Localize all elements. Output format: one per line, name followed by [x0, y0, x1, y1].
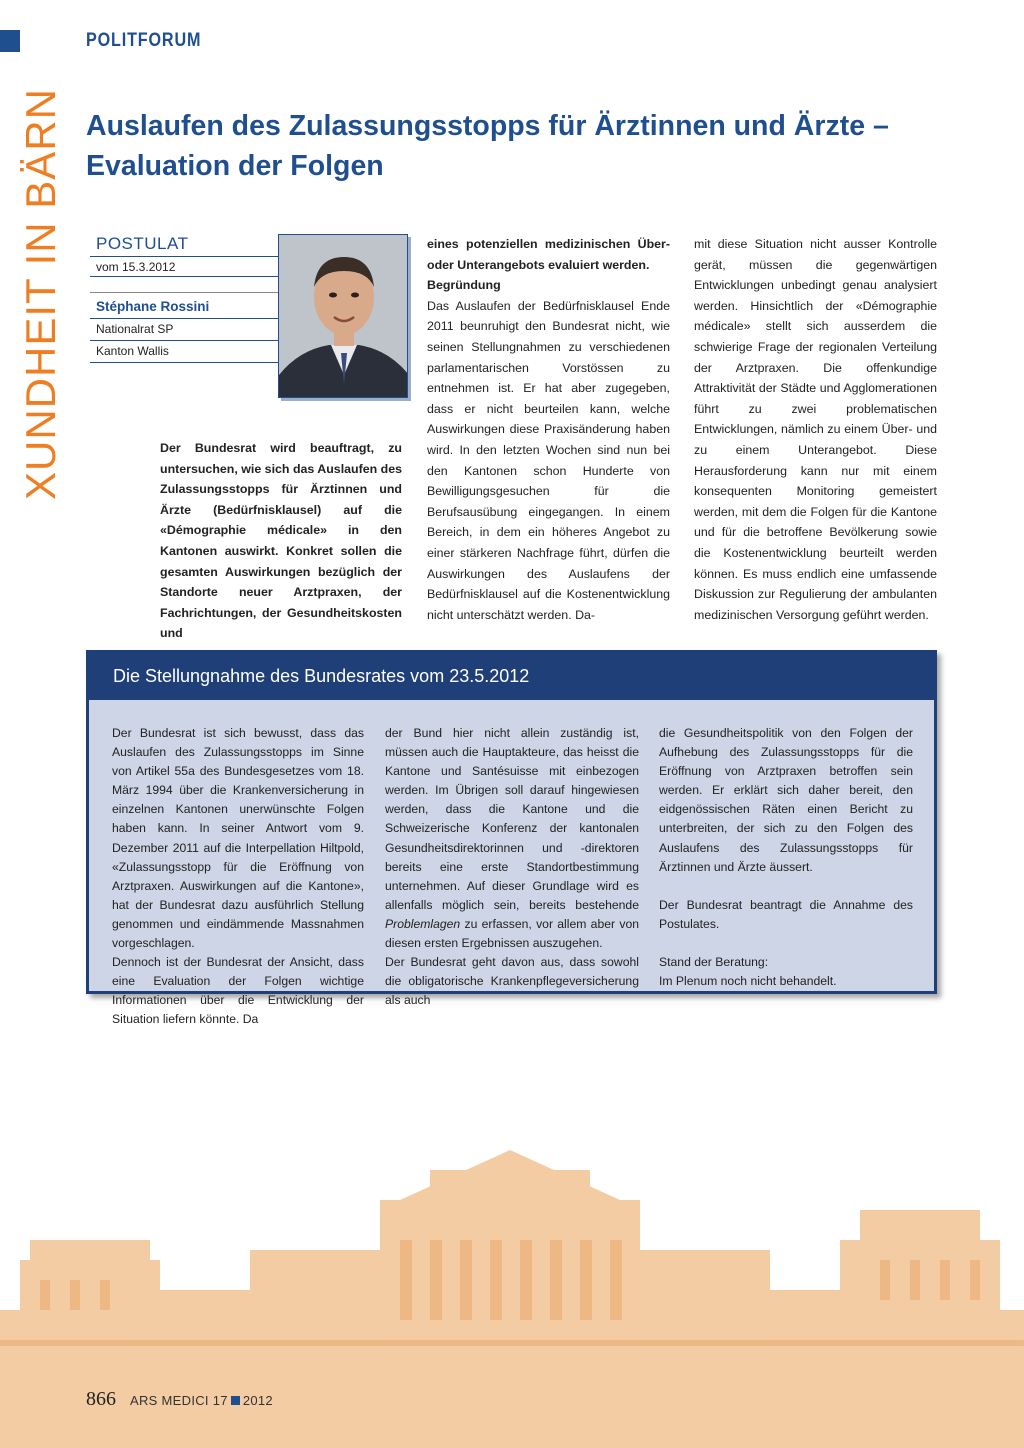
author-portrait [278, 234, 408, 398]
article-title [86, 106, 966, 186]
author-role: Nationalrat SP [90, 319, 280, 341]
journal-name: ARS MEDICI 17 2012 [130, 1393, 273, 1408]
italic-term: Problemlagen [385, 916, 461, 931]
statement-col1-para2: Dennoch ist der Bundesrat der Ansicht, dass eine Evaluation der Folgen wichtige Informationen über die Entwicklung der Situation liefern könnte. Da [112, 955, 364, 1027]
deliberation-status-value: Im Plenum noch nicht behandelt. [659, 974, 837, 989]
statement-col3-para1: die Gesundheitspolitik von den Folgen der Aufhebung des Zulassungsstopps für die Eröffnung von Arztpraxen betroffen sein werden. Er erklärt sich daher bereit, den eidgenössischen Räten einen Bericht zu unterbreiten, der sich zu den Folgen des Auslaufens des Zulassungsstopps für Ärztinnen und Ärzte äussert. [659, 726, 913, 874]
statement-col2-para1: der Bund hier nicht allein zuständig ist, müssen auch die Hauptakteure, das heisst die Kantone und Santésuisse mit einbezogen werden. Im Übrigen soll darauf hingewiesen werden, dass die Kantone und die Schweizerische Konferenz der kantonalen Gesundheitsdirektorinnen und -direktoren bereits eine erste Standortbestimmung unternehmen. Auf dieser Grundlage wird es allenfalls möglich sein, bereits bestehende Problemlagen zu erfassen, vor allem aber von diesen ersten Ergebnissen auszugehen. [385, 726, 640, 951]
article-title-line2: Evaluation der Folgen [86, 150, 384, 182]
section-label: POLITFORUM [86, 30, 202, 51]
article-column-2 [427, 234, 670, 625]
author-photo-icon [279, 235, 408, 398]
statement-col1-para1: Der Bundesrat ist sich bewusst, dass das Auslaufen des Zulassungsstopps im Sinne von Artikel 55a des Bundesgesetzes vom 18. März 1994 über die Krankenversicherung in einzelnen Kantonen unerwünschte Folgen haben kann. In seiner Antwort vom 9. Dezember 2011 auf die Interpellation Hiltpold, «Zulassungsstopp für die Eröffnung von Arztpraxen. Auswirkungen auf die Kantone», hat der Bundesrat dazu ausführlich Stellung genommen und eindämmende Massnahmen vorgeschlagen. [112, 726, 364, 951]
statement-title: Die Stellungnahme des Bundesrates vom 23.5.2012 [89, 653, 934, 700]
article-column-3 [694, 234, 937, 625]
postulat-date: vom 15.3.2012 [90, 257, 280, 277]
begruendung-heading: Begründung [427, 278, 501, 293]
square-icon [231, 1396, 240, 1405]
author-canton: Kanton Wallis [90, 341, 280, 363]
statement-col3-para2: Der Bundesrat beantragt die Annahme des Postulates. [659, 897, 913, 931]
postulat-request: Der Bundesrat wird beauftragt, zu untersuchen, wie sich das Auslaufen des Zulassungsstopps für Ärztinnen und Ärzte (Bedürfnisklausel) auf die «Démographie médicale» in den Kantonen auswirkt. Konkret sollen die gesamten Auswirkungen bezüglich der Standorte neuer Arztpraxen, der Fachrichtungen, der Gesundheitskosten und [160, 441, 402, 641]
begruendung-continuation: mit diese Situation nicht ausser Kontrolle gerät, müssen die gegenwärtigen Entwicklungen unbedingt genau analysiert werden. Hinsichtlich der «Démographie médicale» stellt sich ausserdem die schwierige Frage der regionalen Verteilung der Arztpraxen. Die offenkundige Attraktivität der Städte und Agglomerationen führt zu zwei problematischen Entwicklungen, nämlich zu einem Über- und zu einem Unterangebot. Diese Herausforderung kann nur mit einem konsequenten Monitoring gemeistert werden, mit dem die Folgen für die Kantone und für die betroffene Bevölkerung sowie die Kostenentwicklung beurteilt werden können. Es muss endlich eine umfassende Diskussion zur Regulierung der ambulanten medizinischen Versorgung geführt werden. [694, 237, 937, 622]
author-name: Stéphane Rossini [90, 293, 280, 319]
begruendung-text: Das Auslaufen der Bedürfnisklausel Ende 2011 beunruhigt den Bundesrat nicht, wie seinen Stellungnahmen zu verschiedenen parlamentarischen Vorstössen zu entnehmen ist. Er hat aber zugegeben, dass er nicht beurteilen kann, welche Auswirkungen diese Praxisänderung haben wird. In den letzten Wochen sind nun bei den Kantonen schon Hunderte von Bewilligungsgesuchen für die Berufsausübung eingegangen. In einem Bereich, in dem ein höheres Angebot zu einer stärkeren Nachfrage führt, dürfen die Auswirkungen des Auslaufens der Bedürfnisklausel auf die Kostenentwicklung nicht unterschätzt werden. Da- [427, 298, 670, 622]
deliberation-status-label: Stand der Beratung: [659, 954, 769, 969]
article-title-line1: Auslaufen des Zulassungsstopps für Ärztinnen und Ärzte – [86, 110, 889, 142]
side-title [17, 88, 64, 500]
statement-col2-para2: Der Bundesrat geht davon aus, dass sowohl die obligatorische Krankenpflegeversicherung als auch [385, 955, 639, 1008]
postulat-info [90, 234, 280, 363]
statement-column-3 [659, 724, 913, 991]
postulat-label: POSTULAT [96, 234, 189, 253]
side-title-text: XUNDHEIT IN BÄRN [17, 88, 64, 500]
section-marker [0, 30, 20, 52]
statement-column-1 [112, 724, 364, 1030]
page-number: 866 [86, 1388, 116, 1410]
request-continuation: eines potenziellen medizinischen Über- oder Unterangebots evaluiert werden. [427, 237, 670, 272]
page-footer [86, 1388, 273, 1411]
statement-column-2 [385, 724, 639, 1010]
spacer-line [90, 277, 280, 293]
